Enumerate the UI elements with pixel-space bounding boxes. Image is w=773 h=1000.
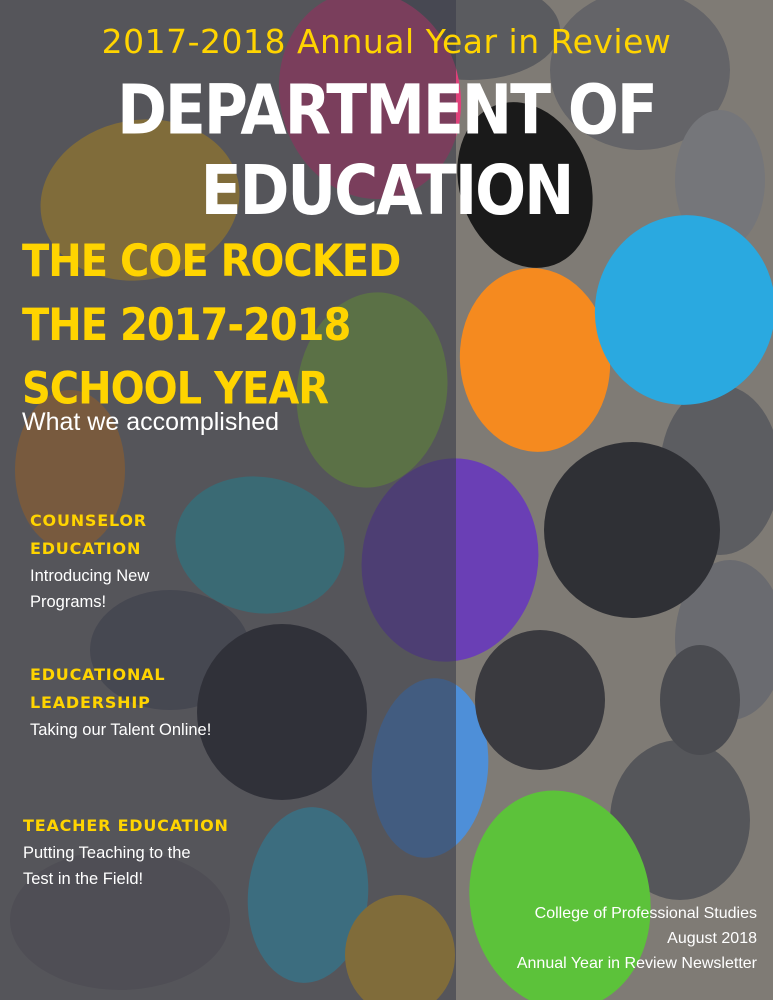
newsletter-name: Annual Year in Review Newsletter: [516, 955, 757, 972]
section-educational-leadership: [30, 661, 260, 743]
section-description: Taking our Talent Online!: [30, 721, 212, 739]
hero-subhead: What we accomplished: [22, 408, 280, 436]
headline-line: THE 2017-2018: [22, 299, 351, 351]
section-counselor-education: [30, 507, 260, 615]
section-teacher-education: [23, 812, 253, 892]
department-title: DEPARTMENT OF EDUCATION: [117, 70, 656, 231]
section-title: TEACHER EDUCATION: [23, 816, 229, 835]
section-description: Introducing New: [30, 567, 150, 585]
annual-review-kicker: 2017-2018 Annual Year in Review: [101, 22, 672, 61]
grey-rock: [660, 645, 740, 755]
headline-line: THE COE ROCKED: [22, 235, 401, 288]
section-title: EDUCATION: [30, 539, 142, 558]
cover-footer: [517, 901, 757, 976]
hero-headline: [22, 230, 442, 422]
section-description: Putting Teaching to the: [23, 844, 191, 862]
college-name: College of Professional Studies: [534, 905, 757, 922]
painted-rock: [475, 630, 605, 770]
painted-rock: [544, 442, 720, 618]
section-title: LEADERSHIP: [30, 693, 151, 712]
section-description: Programs!: [30, 593, 107, 611]
section-title: COUNSELOR: [30, 511, 147, 530]
issue-date: August 2018: [667, 930, 757, 947]
section-title: EDUCATIONAL: [30, 665, 166, 684]
section-description: Test in the Field!: [23, 870, 144, 888]
headline-line: SCHOOL YEAR: [22, 363, 329, 415]
